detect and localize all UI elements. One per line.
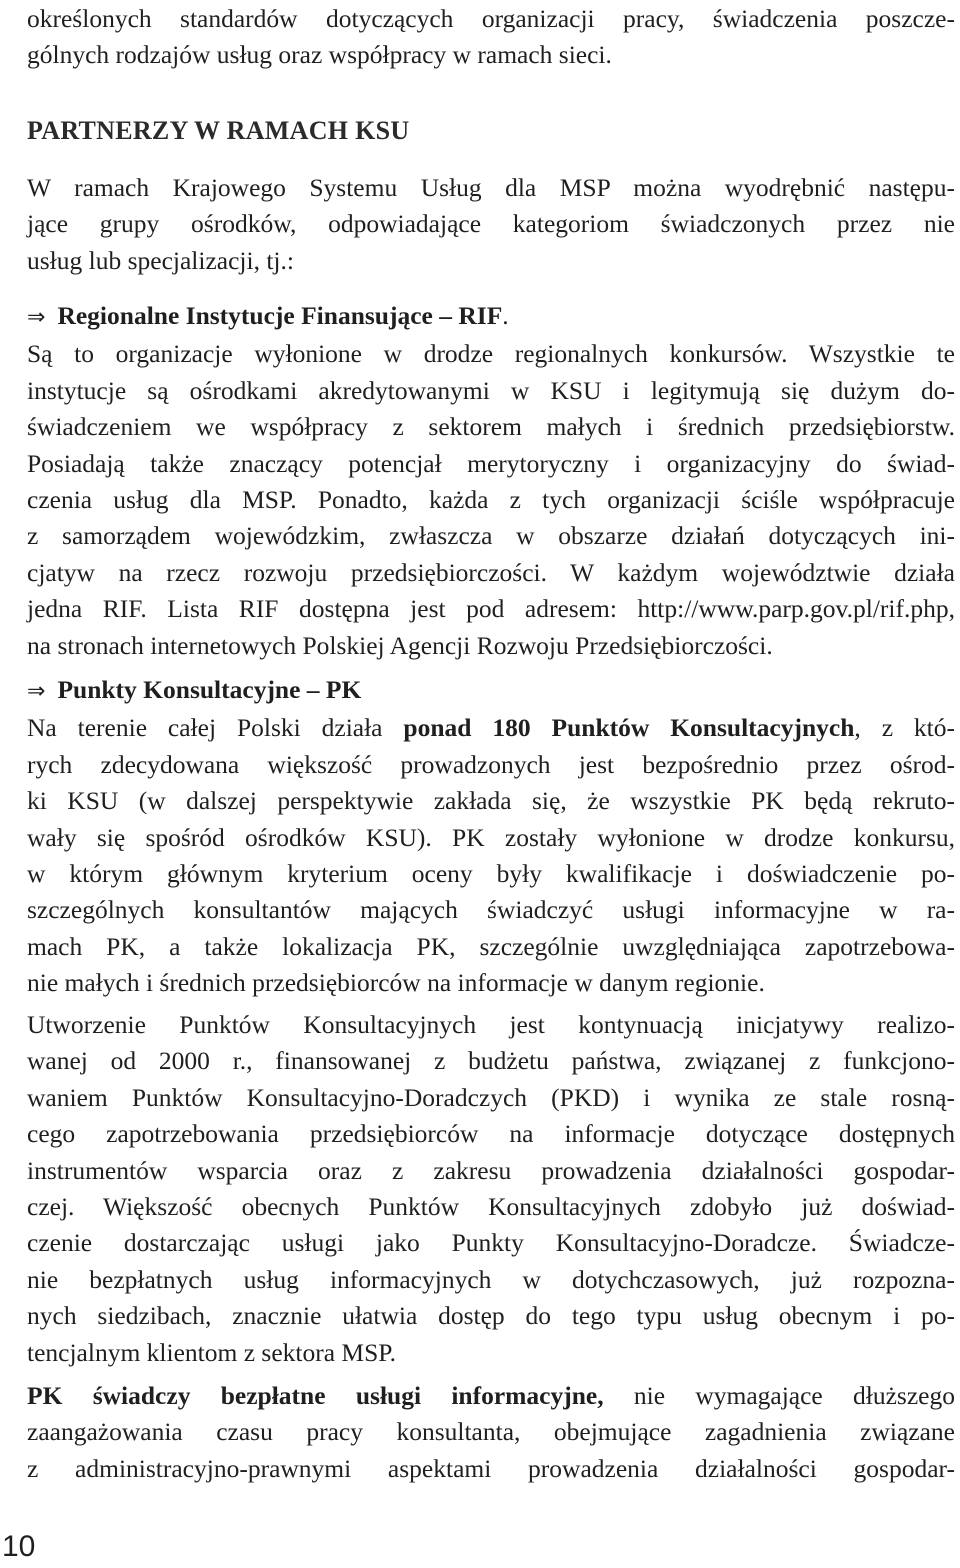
text-line: na stronach internetowych Polskiej Agencji Rozwoju Przedsiębiorczości.: [27, 630, 773, 660]
text-line: świadczeniem we współpracy z sektorem małych i średnich przedsiębiorstw.: [27, 412, 955, 442]
text-line: nie małych i średnich przedsiębiorców na informacje w danym regionie.: [27, 968, 765, 998]
text-line: instytucje są ośrodkami akredytowanymi w KSU i legitymują się dużym do-: [27, 375, 955, 405]
text-line: czej. Większość obecnych Punktów Konsultacyjnych zdobyło już doświad-: [27, 1192, 955, 1222]
page-number: 10: [2, 1530, 36, 1563]
text-line: zaangażowania czasu pracy konsultanta, obejmujące zagadnienia związane: [27, 1417, 955, 1447]
pk-item: [27, 672, 955, 1002]
text-line: nie bezpłatnych usług informacyjnych w dotychczasowych, już rozpozna-: [27, 1264, 955, 1294]
rif-heading-period: .: [502, 301, 509, 330]
pk-history-paragraph: [27, 1007, 955, 1371]
text-line: czenie dostarczając usługi jako Punkty Konsultacyjno-Doradcze. Świadcze-: [27, 1228, 955, 1258]
continuation-paragraph: [27, 1, 955, 74]
pk-services-paragraph: [27, 1378, 955, 1487]
pk-heading-line: [27, 672, 955, 710]
text-line: z administracyjno-prawnymi aspektami prowadzenia działalności gospodar-: [27, 1453, 955, 1483]
rif-item: [27, 298, 955, 664]
pk-heading: Punkty Konsultacyjne – PK: [57, 675, 362, 704]
text-line: określonych standardów dotyczących organizacji pracy, świadczenia poszcze-: [27, 4, 955, 33]
rif-heading: Regionalne Instytucje Finansujące – RIF: [57, 301, 503, 330]
text-line: wanej od 2000 r., finansowanej z budżetu państwa, związanej z funkcjono-: [27, 1046, 955, 1076]
intro-paragraph: [27, 170, 955, 279]
text-line: w którym głównym kryterium oceny były kwalifikacje i doświadczenie po-: [27, 859, 955, 889]
text-line: ki KSU (w dalszej perspektywie zakłada się, że wszystkie PK będą rekruto-: [27, 786, 955, 816]
text-line: z samorządem wojewódzkim, zwłaszcza w obszarze działań dotyczących ini-: [27, 521, 955, 551]
text-line: usług lub specjalizacji, tj.:: [27, 245, 294, 275]
section-title: PARTNERZY W RAMACH KSU: [27, 116, 410, 145]
text-line: W ramach Krajowego Systemu Usług dla MSP można wyodrębnić następu-: [27, 173, 955, 202]
text-line: cego zapotrzebowania przedsiębiorców na informacje dotyczące dostępnych: [27, 1119, 955, 1149]
text-line: Są to organizacje wyłonione w drodze regionalnych konkursów. Wszystkie te: [27, 339, 955, 369]
arrow-icon: ⇒: [27, 305, 46, 330]
text-line: Na terenie całej Polski działa ponad 180 Punktów Konsultacyjnych, z któ-: [27, 713, 956, 743]
text-line: instrumentów wsparcia oraz z zakresu prowadzenia działalności gospodar-: [27, 1155, 955, 1185]
rif-heading-line: [27, 298, 955, 336]
text-line: tencjalnym klientom z sektora MSP.: [27, 1337, 396, 1367]
text-line: wały się spośród ośrodków KSU). PK zostały wyłonione w drodze konkursu,: [27, 822, 955, 852]
text-line: cjatyw na rzecz rozwoju przedsiębiorczości. W każdym województwie działa: [27, 557, 955, 587]
arrow-icon: ⇒: [27, 679, 46, 704]
text-line: mach PK, a także lokalizacja PK, szczególnie uwzględniająca zapotrzebowa-: [27, 931, 955, 961]
text-line: jedna RIF. Lista RIF dostępna jest pod adresem: http://www.parp.gov.pl/rif.php,: [27, 594, 955, 624]
text-line: szczególnych konsultantów mających świadczyć usługi informacyjne w ra-: [27, 895, 955, 925]
text-line: PK świadczy bezpłatne usługi informacyjne, nie wymagające dłuższego: [27, 1381, 955, 1410]
text-line: jące grupy ośrodków, odpowiadające kategoriom świadczonych przez nie: [27, 209, 955, 239]
text-line: rych zdecydowana większość prowadzonych jest bezpośrednio przez ośrod-: [27, 749, 955, 779]
pk-services-emphasis: PK świadczy bezpłatne usługi informacyjne,: [27, 1381, 604, 1410]
pk-count-emphasis: ponad 180 Punktów Konsultacyjnych: [403, 713, 855, 743]
text-line: waniem Punktów Konsultacyjno-Doradczych (PKD) i wynika ze stale rosną-: [27, 1082, 955, 1112]
text-line: czenia usług dla MSP. Ponadto, każda z tych organizacji ściśle współpracuje: [27, 485, 955, 515]
text-line: gólnych rodzajów usług oraz współpracy w ramach sieci.: [27, 40, 612, 70]
text-line: Posiadają także znaczący potencjał merytoryczny i organizacyjny do świad-: [27, 448, 955, 478]
text-line: Utworzenie Punktów Konsultacyjnych jest kontynuacją inicjatywy realizo-: [27, 1010, 955, 1039]
text-line: nych siedzibach, znacznie ułatwia dostęp do tego typu usług obecnym i po-: [27, 1301, 955, 1331]
